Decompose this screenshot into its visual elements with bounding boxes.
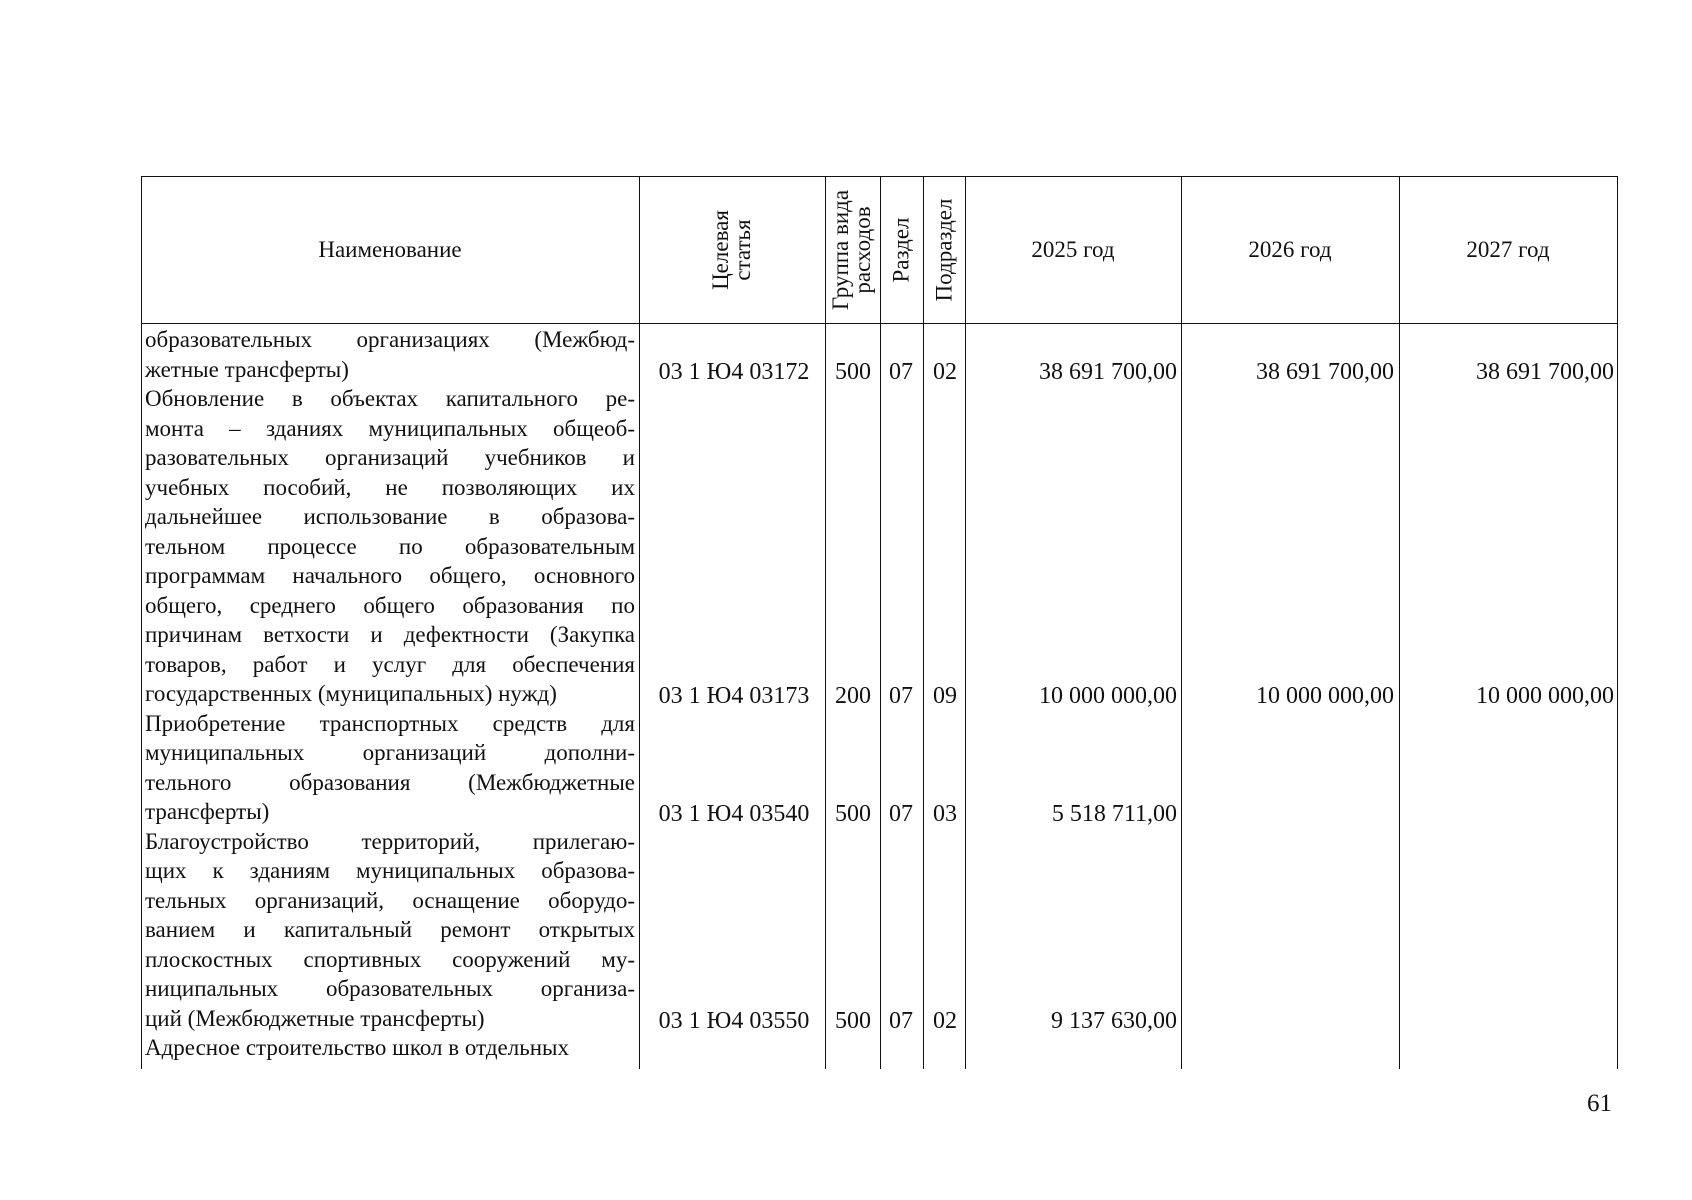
row-name-line: тельном процессе по образовательным — [145, 533, 635, 559]
header-name — [141, 176, 639, 323]
row-subsection: 03 — [933, 801, 957, 827]
row-name-line: дальнейшее использование в образова- — [145, 504, 635, 529]
page-number: 61 — [1587, 1090, 1612, 1117]
row-section: 07 — [889, 1007, 913, 1034]
row-name-line: ниципальных образовательных организа- — [145, 976, 635, 1001]
header-2027-text: 2027 год — [1466, 237, 1550, 262]
header-section — [880, 176, 923, 323]
row-name — [145, 827, 635, 1034]
row-name-line: тельного образования (Межбюджетные — [145, 769, 635, 795]
row-name-line: муниципальных организаций дополни- — [145, 740, 635, 765]
header-2025 — [965, 176, 1181, 323]
row-name — [145, 709, 635, 827]
row-name-line: Благоустройство территорий, прилегаю- — [145, 828, 635, 854]
row-name-line: Адресное строительство школ в отдельных — [145, 1035, 569, 1060]
row-name-line: общего, среднего общего образования по — [145, 592, 635, 618]
row-subsection: 09 — [933, 683, 957, 709]
row-name-line: тельных организаций, оснащение оборудо- — [145, 887, 635, 913]
row-amount-2026: 10 000 000,00 — [1256, 683, 1394, 709]
header-name-text: Наименование — [318, 237, 462, 262]
header-group-line1: Группа вида — [828, 189, 854, 310]
header-target-line2: статья — [729, 218, 755, 281]
row-name — [145, 1033, 635, 1063]
row-name-line: жетные трансферты) — [145, 356, 349, 382]
row-section: 07 — [889, 358, 913, 385]
row-name-line: товаров, работ и услуг для обеспечения — [145, 651, 635, 677]
header-2026-text: 2026 год — [1248, 237, 1332, 262]
row-section: 07 — [889, 801, 913, 827]
row-name-line: программам начального общего, основного — [145, 563, 635, 588]
row-target-code: 03 1 Ю4 03550 — [658, 1007, 810, 1034]
header-section-text: Раздел — [888, 216, 914, 283]
row-name-line: монта – зданиях муниципальных общеоб- — [145, 415, 635, 441]
row-target-code: 03 1 Ю4 03173 — [658, 683, 810, 709]
row-target-code: 03 1 Ю4 03540 — [658, 801, 810, 827]
row-name-line: учебных пособий, не позволяющих их — [145, 474, 635, 500]
header-2027 — [1399, 176, 1617, 323]
row-name-line: причинам ветхости и дефектности (Закупка — [145, 622, 635, 647]
row-name-line: плоскостных спортивных сооружений му- — [145, 946, 635, 972]
row-amount-2025: 38 691 700,00 — [1039, 358, 1177, 385]
row-amount-2027: 10 000 000,00 — [1476, 683, 1614, 709]
row-name-line: разовательных организаций учебников и — [145, 445, 635, 470]
budget-table — [141, 176, 1617, 1069]
row-amount-2025: 10 000 000,00 — [1039, 683, 1177, 709]
row-target-code: 03 1 Ю4 03172 — [658, 358, 810, 385]
row-section: 07 — [889, 683, 913, 709]
row-name-line: трансферты) — [145, 799, 270, 824]
row-name-line: ванием и капитальный ремонт открытых — [145, 917, 635, 942]
row-name — [145, 384, 635, 709]
header-group — [825, 176, 880, 323]
row-group: 500 — [835, 358, 871, 385]
header-subsection — [923, 176, 965, 323]
row-name-line: щих к зданиям муниципальных образова- — [145, 858, 635, 883]
header-subsection-text: Подраздел — [931, 198, 957, 301]
row-group: 500 — [835, 801, 871, 827]
row-amount-2025: 9 137 630,00 — [1051, 1007, 1177, 1034]
row-amount-2026: 38 691 700,00 — [1256, 358, 1394, 385]
row-name-line: государственных (муниципальных) нужд) — [145, 681, 557, 706]
row-name — [145, 325, 635, 384]
row-subsection: 02 — [933, 1007, 957, 1034]
header-target-line1: Целевая — [707, 209, 733, 290]
col-border-right — [1617, 176, 1618, 1069]
row-group: 200 — [835, 683, 871, 709]
row-group: 500 — [835, 1007, 871, 1034]
row-amount-2025: 5 518 711,00 — [1051, 801, 1177, 827]
row-name-line: ций (Межбюджетные трансферты) — [145, 1005, 485, 1031]
row-subsection: 02 — [933, 358, 957, 385]
header-2026 — [1181, 176, 1399, 323]
header-target — [639, 176, 825, 323]
row-name-line: Обновление в объектах капитального ре- — [145, 386, 635, 411]
header-bottom-border — [141, 323, 1617, 324]
row-amount-2027: 38 691 700,00 — [1476, 358, 1614, 385]
row-name-line: образовательных организациях (Межбюд- — [145, 327, 635, 352]
header-2025-text: 2025 год — [1031, 237, 1115, 262]
header-group-line2: расходов — [850, 205, 876, 294]
row-name-line: Приобретение транспортных средств для — [145, 710, 635, 736]
